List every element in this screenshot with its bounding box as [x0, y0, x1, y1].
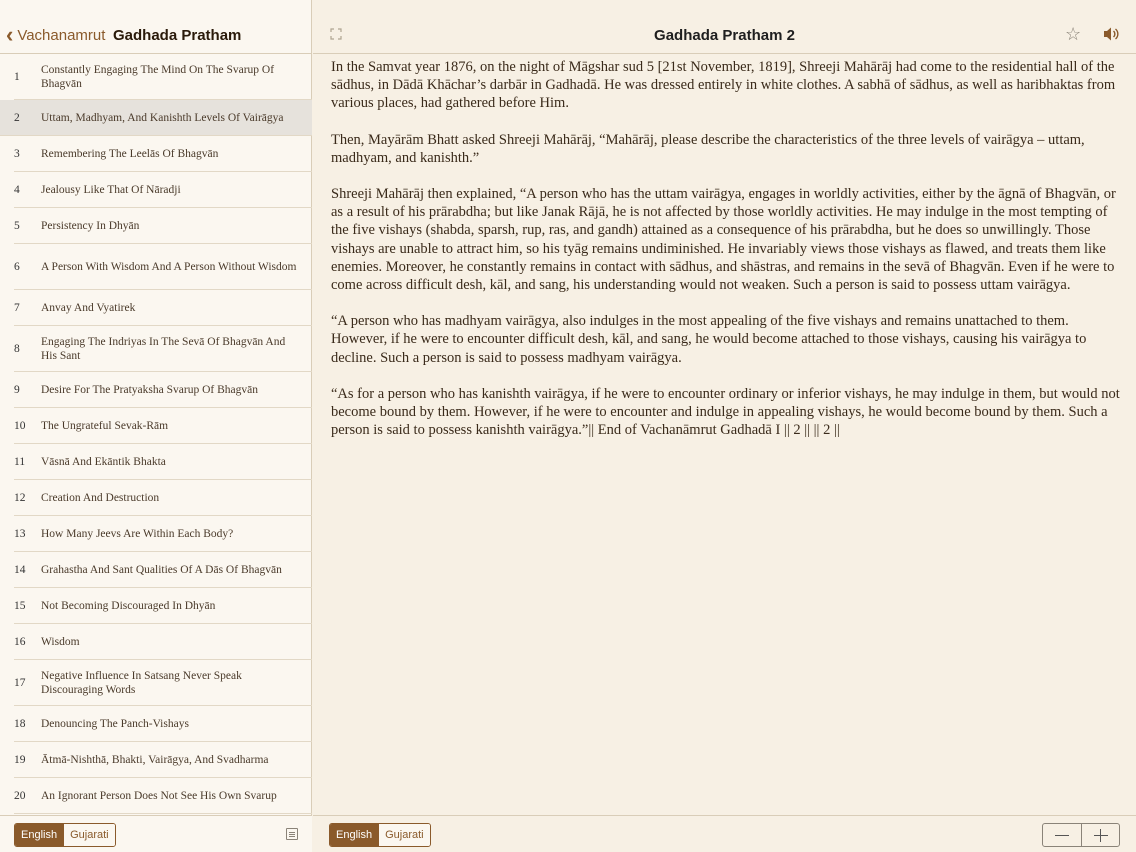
item-number: 16 [14, 635, 26, 648]
item-title: Ātmā-Nishthā, Bhakti, Vairāgya, And Svadharma [41, 753, 269, 766]
list-item[interactable] [14, 208, 312, 244]
main-panel [313, 0, 1136, 852]
sidebar [0, 0, 312, 852]
item-title: Desire For The Pratyaksha Svarup Of Bhagvān [41, 383, 258, 396]
item-number: 20 [14, 789, 26, 802]
sidebar-english-button[interactable]: English [15, 824, 63, 846]
item-number: 14 [14, 563, 26, 576]
list-item[interactable] [14, 742, 312, 778]
list-item[interactable] [14, 552, 312, 588]
item-title: A Person With Wisdom And A Person Without Wisdom [41, 260, 297, 273]
list-item[interactable] [14, 624, 312, 660]
item-number: 6 [14, 260, 20, 273]
font-size-stepper[interactable] [1042, 823, 1120, 847]
chevron-left-icon: ‹ [6, 22, 14, 47]
item-number: 7 [14, 301, 20, 314]
item-number: 1 [14, 70, 20, 83]
sidebar-title: Gadhada Pratham [113, 27, 242, 44]
list-item[interactable] [14, 244, 312, 290]
item-title: Vāsnā And Ekāntik Bhakta [41, 455, 166, 468]
item-title: Wisdom [41, 635, 80, 648]
list-item[interactable] [14, 706, 312, 742]
item-title: Uttam, Madhyam, And Kanishth Levels Of Vairāgya [41, 111, 284, 124]
main-gujarati-button[interactable]: Gujarati [378, 824, 430, 846]
item-title: Persistency In Dhyān [41, 219, 140, 232]
list-item[interactable] [14, 778, 312, 814]
item-number: 5 [14, 219, 20, 232]
list-item[interactable] [14, 372, 312, 408]
item-title: Denouncing The Panch-Vishays [41, 717, 189, 730]
item-number: 19 [14, 753, 26, 766]
list-item[interactable] [14, 480, 312, 516]
main-footer [313, 815, 1136, 852]
decrease-font-button[interactable] [1043, 824, 1082, 846]
item-title: Remembering The Leelās Of Bhagvān [41, 147, 219, 160]
chapter-list[interactable] [0, 54, 312, 815]
item-title: The Ungrateful Sevak-Rām [41, 419, 169, 432]
item-number: 2 [14, 111, 20, 124]
list-item[interactable] [14, 290, 312, 326]
paragraph: “As for a person who has kanishth vairāgya, if he were to encounter ordinary or inferior vishays, he may indulge in them, but would not become bound by them. However, if he were to encounter and indulge in appealing vishays, he would become bound by them. Such a person is said to possess kanishth vairāgya.”|| End of Vachanāmrut Gadhadā I || 2 || || 2 || [331, 385, 1120, 439]
item-title: Creation And Destruction [41, 491, 160, 504]
list-item[interactable] [14, 516, 312, 552]
item-title: Negative Influence In Satsang Never Speak Discouraging Words [41, 669, 242, 696]
item-number: 15 [14, 599, 26, 612]
list-item[interactable] [14, 54, 312, 100]
item-title: An Ignorant Person Does Not See His Own Svarup [41, 789, 277, 802]
list-item[interactable] [14, 588, 312, 624]
sidebar-gujarati-button[interactable]: Gujarati [63, 824, 115, 846]
list-item[interactable] [14, 660, 312, 706]
item-title: Engaging The Indriyas In The Sevā Of Bhagvān And His Sant [41, 335, 286, 362]
list-item[interactable] [14, 326, 312, 372]
speaker-icon[interactable] [1103, 26, 1121, 42]
item-title: Not Becoming Discouraged In Dhyān [41, 599, 216, 612]
item-number: 3 [14, 147, 20, 160]
list-item[interactable] [14, 444, 312, 480]
list-item[interactable] [14, 408, 312, 444]
paragraph: In the Samvat year 1876, on the night of Māgshar sud 5 [21st November, 1819], Shreeji Mahārāj had come to the residential hall of the sādhus, in Dādā Khāchar’s darbār in Gadhadā. He was dressed entirely in white clothes. A sabhā of sādhus, as well as haribhaktas from various places, had gathered before Him. [331, 59, 1116, 112]
item-number: 4 [14, 183, 20, 196]
notes-icon[interactable] [286, 828, 298, 840]
main-language-toggle[interactable] [329, 823, 431, 847]
list-item[interactable] [14, 136, 312, 172]
item-title: Constantly Engaging The Mind On The Svarup Of Bhagvān [41, 63, 275, 90]
item-number: 18 [14, 717, 26, 730]
item-title: Anvay And Vyatirek [41, 301, 136, 314]
back-button-label: Vachanamrut [17, 26, 106, 44]
list-item-selected[interactable] [0, 100, 312, 136]
paragraph: “A person who has madhyam vairāgya, also indulges in the most appealing of the five vishays and remains unattached to them. However, if he were to encounter difficult desh, kāl, and sang, he would become attached to those vishays, causing his vairāgya to decline. Such a person is said to possess madhyam vairāgya. [331, 313, 1087, 366]
page-title: Gadhada Pratham 2 [654, 27, 795, 44]
paragraph: Shreeji Mahārāj then explained, “A person who has the uttam vairāgya, engages in worldly activities, either by the āgnā of Bhagvān, or as a result of his prārabdha; but like Janak Rājā, he is not affected by those worldly activities. He may indulge in the most tempting of the five vishays (shabda, sparsh, rup, ras, and gandh) attained as a consequence of his prārabdha, but he does so unwillingly. Those vishays are unable to attract him, so his tyāg remains undiminished. He invariably views those vishays as flawed, and treats them like enemies. Moreover, he constantly remains in contact with sādhus, and shāstras, and remains in the sevā of Bhagvān. Even if he were to come across difficult desh, kāl, and sang, his understanding would not weaken. Such a person is said to possess uttam vairāgya. [331, 186, 1116, 294]
main-english-button[interactable]: English [330, 824, 378, 846]
paragraph: Then, Mayārām Bhatt asked Shreeji Mahārāj, “Mahārāj, please describe the characteristics of the three levels of vairāgya – uttam, madhyam, and kanishth.” [331, 131, 1085, 166]
item-number: 11 [14, 455, 26, 468]
list-item[interactable] [14, 172, 312, 208]
item-number: 9 [14, 383, 20, 396]
sidebar-language-toggle[interactable] [14, 823, 116, 847]
vachanamrut-text [331, 58, 1121, 457]
back-button[interactable] [6, 22, 106, 47]
item-title: Jealousy Like That Of Nāradji [41, 183, 181, 196]
item-number: 10 [14, 419, 26, 432]
sidebar-nav-bar [0, 18, 312, 54]
star-icon[interactable]: ☆ [1065, 24, 1082, 44]
item-number: 17 [14, 676, 26, 689]
item-title: How Many Jeevs Are Within Each Body? [41, 527, 234, 540]
sidebar-footer [0, 815, 312, 852]
item-title: Grahastha And Sant Qualities Of A Dās Of Bhagvān [41, 563, 282, 576]
main-nav-bar [313, 18, 1136, 54]
item-number: 8 [14, 342, 20, 355]
item-number: 13 [14, 527, 26, 540]
increase-font-button[interactable] [1082, 824, 1120, 846]
item-number: 12 [14, 491, 26, 504]
